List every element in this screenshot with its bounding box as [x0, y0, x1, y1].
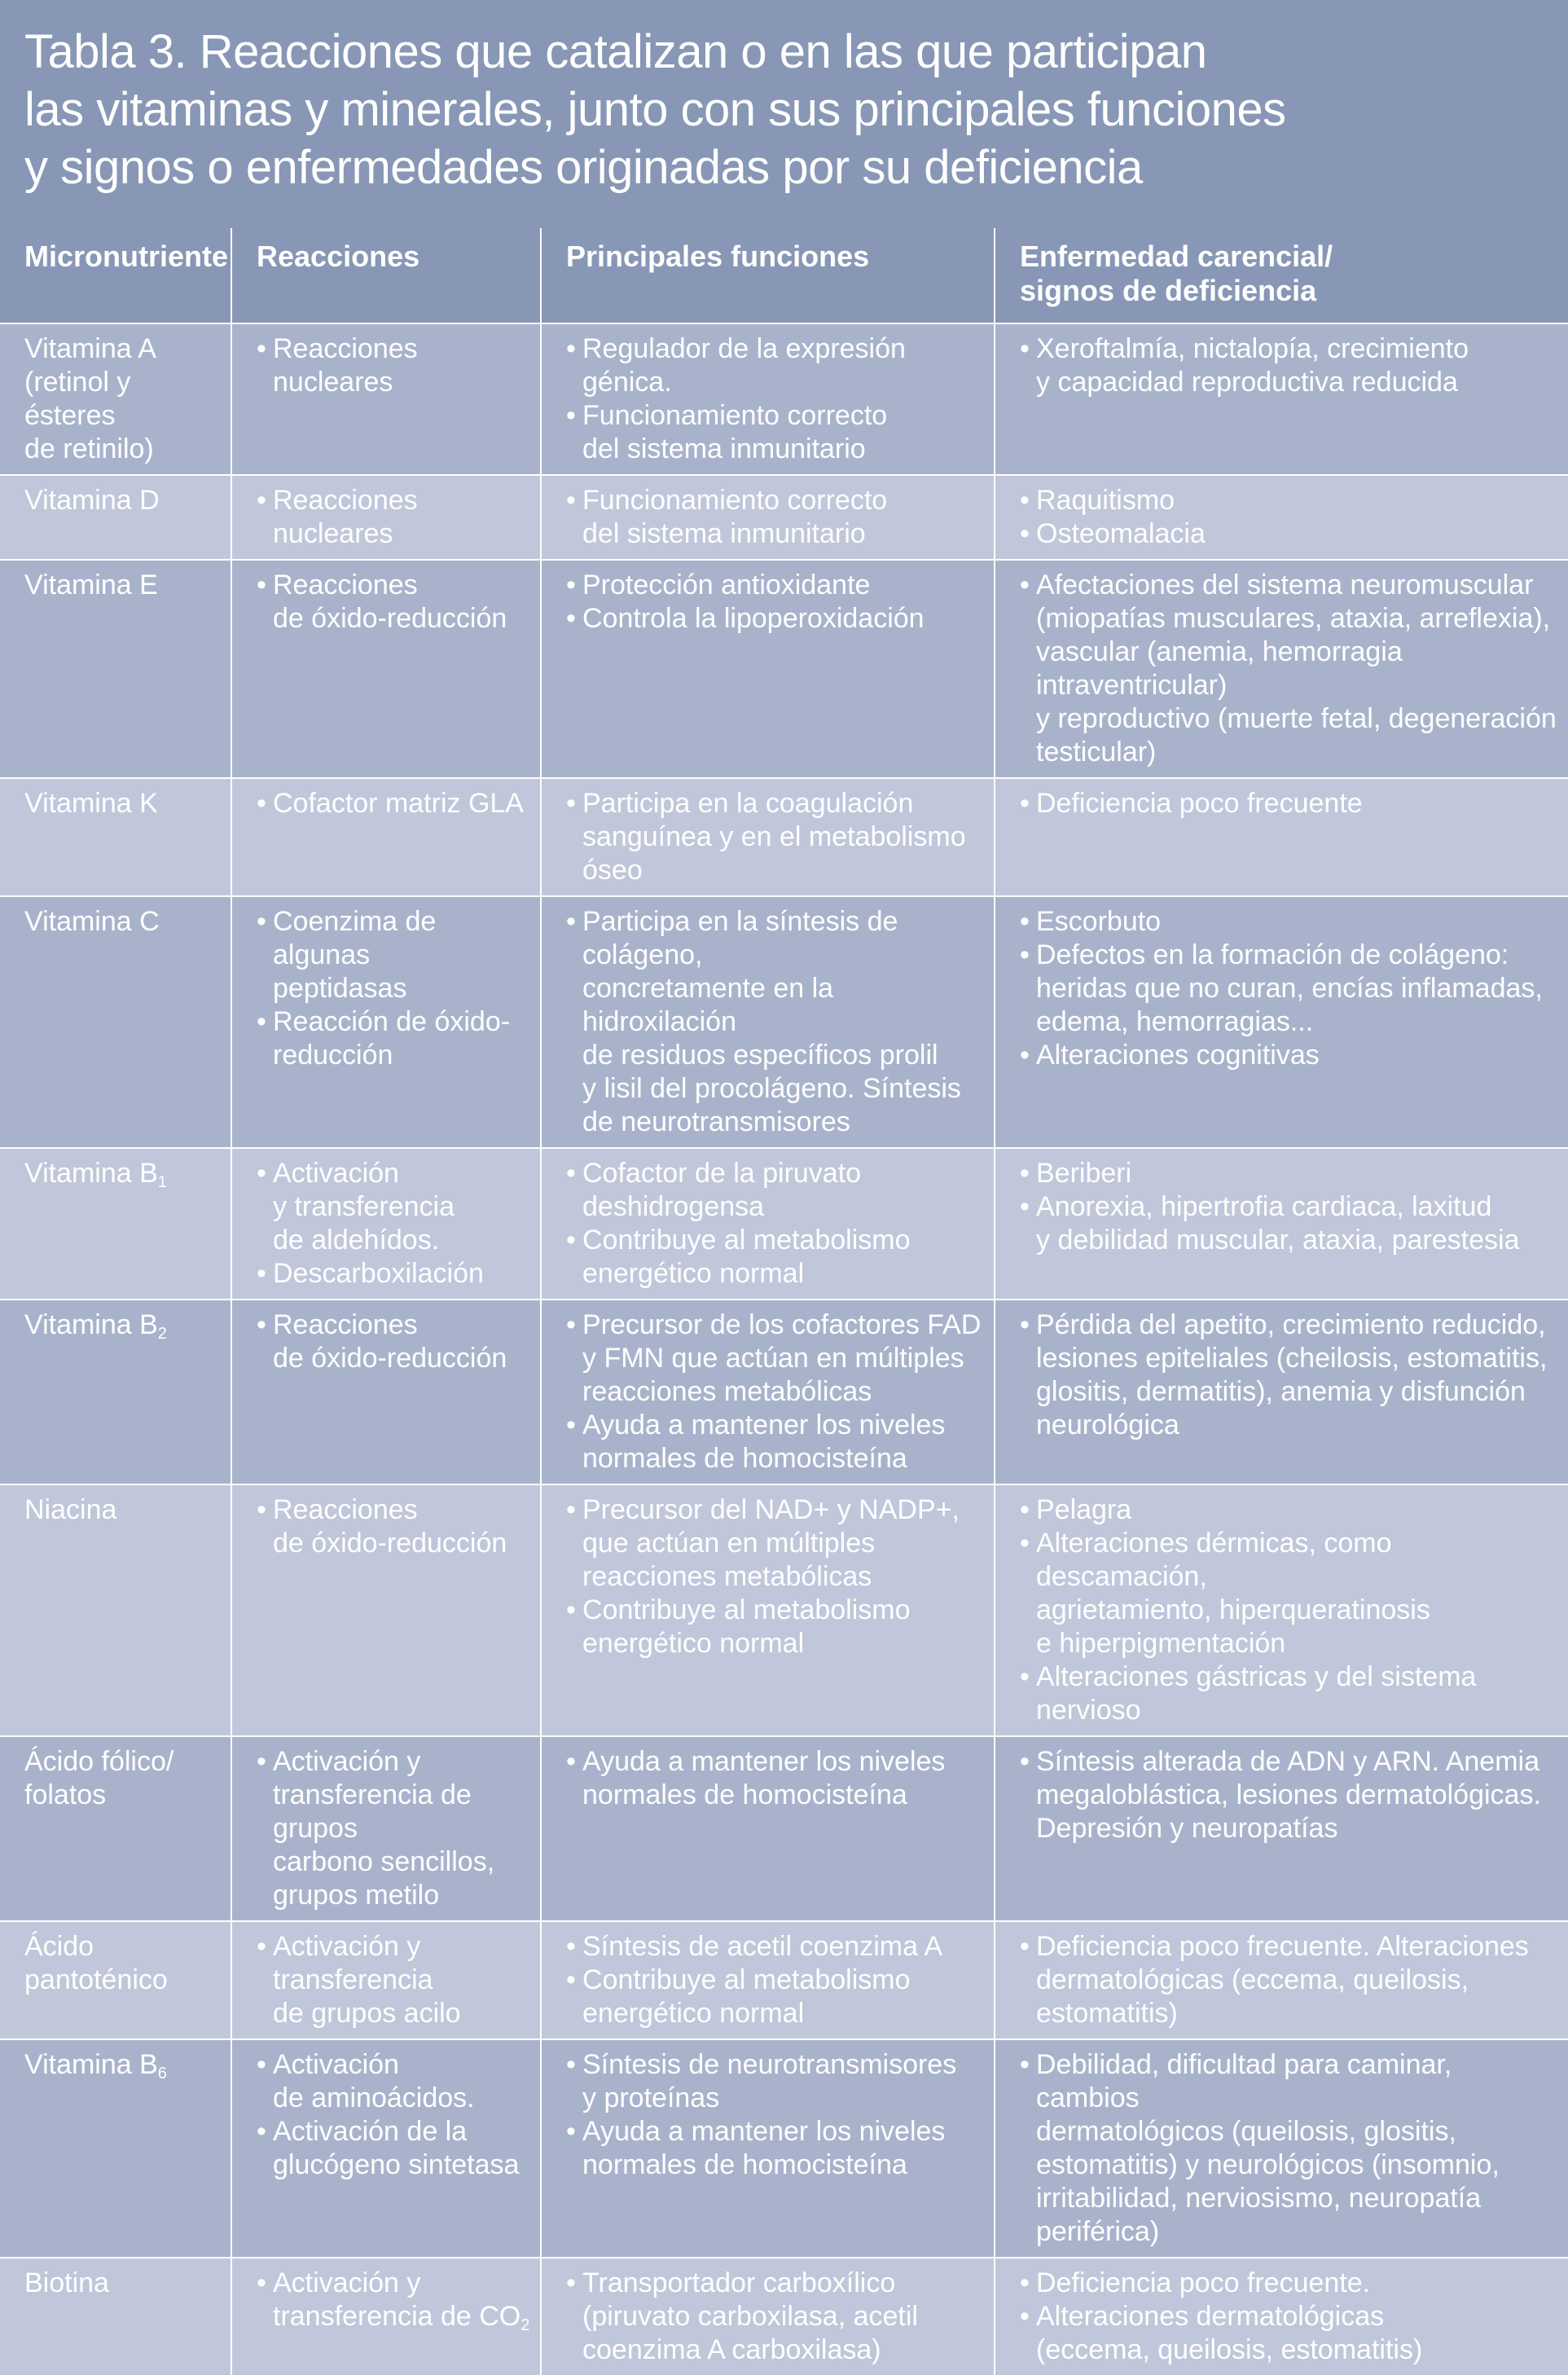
cell-reacciones	[231, 560, 541, 778]
reaccion-list	[257, 1930, 530, 2030]
reaccion-item	[257, 1308, 530, 1375]
funcion-line: del sistema inmunitario	[582, 518, 866, 549]
subscript: 6	[157, 2065, 167, 2083]
reaccion-line: de óxido-reducción	[273, 1528, 507, 1559]
deficiencia-line: estomatitis) y neurológicos (insomnio,	[1036, 2149, 1500, 2180]
cell-deficiencia	[995, 1921, 1568, 2039]
reaccion-item	[257, 1005, 530, 1072]
cell-micronutriente	[0, 2258, 231, 2375]
reaccion-line: y transferencia	[273, 1191, 455, 1222]
deficiencia-line: glositis, dermatitis), anemia y disfunción	[1036, 1376, 1526, 1407]
cell-reacciones	[231, 2039, 541, 2258]
deficiencia-list	[1020, 1745, 1558, 1845]
title-line: y signos o enfermedades originadas por su deficiencia	[24, 141, 1143, 194]
table-row	[0, 1484, 1568, 1736]
cell-micronutriente	[0, 1736, 231, 1921]
funcion-list	[566, 1930, 984, 2030]
reaccion-line: transferencia de grupos	[273, 1779, 472, 1844]
cell-micronutriente	[0, 1484, 231, 1736]
micronutriente-line: Vitamina $B_1$	[24, 1158, 167, 1191]
funcion-item	[566, 1409, 984, 1476]
deficiencia-line: vascular (anemia, hemorragia intraventricular)	[1036, 636, 1403, 701]
deficiencia-line: y debilidad muscular, ataxia, parestesia	[1036, 1225, 1520, 1256]
micronutriente-line: Vitamina E	[24, 570, 158, 600]
reaccion-item	[257, 1745, 530, 1912]
deficiencia-line: y reproductivo (muerte fetal, degeneración	[1036, 703, 1557, 734]
table-row	[0, 1300, 1568, 1484]
deficiencia-line: • Raquitismo	[1036, 485, 1175, 516]
cell-funciones	[541, 2039, 995, 2258]
funcion-item	[566, 1224, 984, 1291]
deficiencia-list	[1020, 1930, 1558, 2030]
funcion-line: normales de homocisteína	[582, 1779, 907, 1810]
cell-reacciones	[231, 1921, 541, 2039]
reaccion-item	[257, 1257, 530, 1291]
cell-micronutriente	[0, 896, 231, 1148]
table-row	[0, 1921, 1568, 2039]
deficiencia-line: • Deficiencia poco frecuente.	[1036, 2267, 1371, 2298]
deficiencia-line: periférica)	[1036, 2216, 1160, 2247]
micronutriente-line: Vitamina $B_6$	[24, 2049, 167, 2083]
table-row	[0, 778, 1568, 896]
deficiencia-item	[1020, 2300, 1558, 2367]
deficiencia-item	[1020, 905, 1558, 939]
funcion-line: • Precursor de los cofactores FAD	[582, 1309, 982, 1340]
micronutriente-line: pantoténico	[24, 1964, 168, 1995]
deficiencia-line: lesiones epiteliales (cheilosis, estomatitis,	[1036, 1343, 1548, 1374]
deficiencia-line: megaloblástica, lesiones dermatológicas.	[1036, 1779, 1541, 1810]
funcion-list	[566, 332, 984, 466]
cell-deficiencia	[995, 1484, 1568, 1736]
cell-deficiencia	[995, 1148, 1568, 1300]
deficiencia-item	[1020, 2048, 1558, 2249]
table-row	[0, 475, 1568, 560]
funcion-line: • Ayuda a mantener los niveles	[582, 2116, 946, 2147]
reaccion-line: • Reacciones	[273, 1494, 418, 1525]
funcion-line: de residuos específicos prolil	[582, 1040, 938, 1071]
reaccion-list	[257, 905, 530, 1072]
funcion-line: normales de homocisteína	[582, 2149, 907, 2180]
deficiencia-line: • Alteraciones dérmicas, como descamación,	[1036, 1528, 1392, 1592]
funcion-line: normales de homocisteína	[582, 1443, 907, 1474]
funcion-line: energético normal	[582, 1628, 805, 1659]
header-enfermedad	[995, 228, 1568, 323]
deficiencia-line: • Defectos en la formación de colágeno:	[1036, 939, 1509, 970]
deficiencia-line: • Deficiencia poco frecuente. Alteraciones	[1036, 1931, 1529, 1962]
cell-micronutriente	[0, 1300, 231, 1484]
cell-reacciones	[231, 2258, 541, 2375]
funcion-line: energético normal	[582, 1998, 805, 2029]
deficiencia-line: estomatitis)	[1036, 1998, 1178, 2029]
reaccion-item	[257, 484, 530, 551]
deficiencia-line: • Pelagra	[1036, 1494, 1132, 1525]
reaccion-line: • Coenzima de algunas	[273, 906, 437, 970]
nutrient-table	[0, 228, 1568, 2375]
cell-funciones	[541, 1921, 995, 2039]
reaccion-line: • Activación y	[273, 2267, 421, 2298]
deficiencia-list	[1020, 569, 1558, 769]
deficiencia-line: • Afectaciones del sistema neuromuscular	[1036, 570, 1534, 600]
cell-funciones	[541, 778, 995, 896]
reaccion-line: • Activación y	[273, 1931, 421, 1962]
table-row	[0, 896, 1568, 1148]
header-reacciones: Reacciones	[231, 228, 541, 323]
funcion-list	[566, 2048, 984, 2182]
funcion-item	[566, 569, 984, 602]
funcion-line: • Contribuye al metabolismo	[582, 1594, 911, 1625]
cell-deficiencia	[995, 1736, 1568, 1921]
deficiencia-line: testicular)	[1036, 737, 1157, 767]
cell-funciones	[541, 1148, 995, 1300]
reaccion-item	[257, 1930, 530, 2030]
funcion-line: • Cofactor de la piruvato	[582, 1158, 862, 1189]
funcion-line: reacciones metabólicas	[582, 1376, 872, 1407]
micronutriente-line: Vitamina $B_2$	[24, 1309, 167, 1343]
reaccion-list	[257, 1308, 530, 1375]
funcion-item	[566, 1745, 984, 1812]
funcion-line: de neurotransmisores	[582, 1106, 850, 1137]
funcion-line: • Síntesis de acetil coenzima A	[582, 1931, 943, 1962]
table-row	[0, 1736, 1568, 1921]
reaccion-list	[257, 1745, 530, 1912]
deficiencia-list	[1020, 1493, 1558, 1727]
funcion-item	[566, 1930, 984, 1964]
funcion-line: • Contribuye al metabolismo	[582, 1225, 911, 1256]
deficiencia-line: dermatológicos (queilosis, glositis,	[1036, 2116, 1456, 2147]
cell-funciones	[541, 2258, 995, 2375]
deficiencia-item	[1020, 332, 1558, 399]
deficiencia-item	[1020, 1308, 1558, 1442]
funcion-line: sanguínea y en el metabolismo óseo	[582, 821, 966, 886]
reaccion-item	[257, 787, 530, 820]
funcion-item	[566, 2115, 984, 2182]
funcion-list	[566, 905, 984, 1139]
micronutriente-line: de retinilo)	[24, 433, 154, 464]
deficiencia-item	[1020, 517, 1558, 551]
reaccion-line: de óxido-reducción	[273, 1343, 507, 1374]
deficiencia-line: edema, hemorragias...	[1036, 1006, 1314, 1037]
funcion-item	[566, 2048, 984, 2115]
reaccion-item	[257, 1157, 530, 1257]
funcion-list	[566, 1308, 984, 1476]
deficiencia-line: irritabilidad, nerviosismo, neuropatía	[1036, 2183, 1482, 2214]
deficiencia-item	[1020, 569, 1558, 769]
cell-micronutriente	[0, 475, 231, 560]
cell-deficiencia	[995, 560, 1568, 778]
header-funciones: Principales funciones	[541, 228, 995, 323]
deficiencia-item	[1020, 1493, 1558, 1527]
reaccion-line: de aminoácidos.	[273, 2083, 475, 2113]
funcion-list	[566, 1157, 984, 1291]
deficiencia-list	[1020, 1157, 1558, 1257]
funcion-line: • Transportador carboxílico	[582, 2267, 896, 2298]
deficiencia-line: y capacidad reproductiva reducida	[1036, 367, 1458, 398]
funcion-line: • Síntesis de neurotransmisores	[582, 2049, 957, 2080]
reaccion-list	[257, 2048, 530, 2182]
funcion-list	[566, 2267, 984, 2367]
micronutriente-line: Ácido fólico/	[24, 1746, 174, 1777]
reaccion-item	[257, 2048, 530, 2115]
micronutriente-line: Ácido	[24, 1931, 94, 1962]
funcion-item	[566, 602, 984, 636]
header-micronutriente: Micronutriente	[0, 228, 231, 323]
funcion-item	[566, 332, 984, 399]
deficiencia-line: Depresión y neuropatías	[1036, 1813, 1338, 1844]
deficiencia-line: agrietamiento, hiperqueratinosis	[1036, 1594, 1430, 1625]
cell-deficiencia	[995, 1300, 1568, 1484]
reaccion-line: peptidasas	[273, 973, 407, 1004]
funcion-list	[566, 1493, 984, 1660]
reaccion-list	[257, 569, 530, 636]
reaccion-list	[257, 2267, 530, 2333]
funcion-list	[566, 787, 984, 887]
reaccion-list	[257, 787, 530, 820]
subscript: 1	[157, 1173, 167, 1191]
cell-deficiencia	[995, 323, 1568, 475]
reaccion-line: de grupos acilo	[273, 1998, 461, 2029]
micronutriente-line: Biotina	[24, 2267, 109, 2298]
funcion-item	[566, 399, 984, 466]
funcion-line: • Funcionamiento correcto	[582, 400, 888, 431]
funcion-line: deshidrogensa	[582, 1191, 765, 1222]
deficiencia-line: neurológica	[1036, 1410, 1179, 1440]
table-row	[0, 323, 1568, 475]
funcion-item	[566, 787, 984, 887]
deficiencia-item	[1020, 939, 1558, 1039]
funcion-item	[566, 1493, 984, 1594]
table-row	[0, 2258, 1568, 2375]
deficiencia-line: • Alteraciones dermatológicas	[1036, 2301, 1385, 2332]
funcion-item	[566, 1594, 984, 1660]
cell-funciones	[541, 323, 995, 475]
funcion-list	[566, 569, 984, 636]
deficiencia-line: • Escorbuto	[1036, 906, 1162, 937]
reaccion-line: • Reacciones	[273, 570, 418, 600]
cell-reacciones	[231, 896, 541, 1148]
deficiencia-line: (eccema, queilosis, estomatitis)	[1036, 2334, 1423, 2365]
reaccion-list	[257, 1493, 530, 1560]
reaccion-line: • Reacciones nucleares	[273, 333, 418, 398]
funcion-line: • Contribuye al metabolismo	[582, 1964, 911, 1995]
table-title	[0, 0, 1568, 228]
cell-deficiencia	[995, 475, 1568, 560]
title-line: Tabla 3. Reacciones que catalizan o en las que participan	[24, 25, 1207, 78]
deficiencia-list	[1020, 787, 1558, 820]
deficiencia-line: • Beriberi	[1036, 1158, 1132, 1189]
cell-micronutriente	[0, 778, 231, 896]
funcion-line: (piruvato carboxilasa, acetil	[582, 2301, 918, 2332]
deficiencia-line: dermatológicas (eccema, queilosis,	[1036, 1964, 1469, 1995]
deficiencia-line: • Pérdida del apetito, crecimiento reducido,	[1036, 1309, 1546, 1340]
header-line: signos de deficiencia	[1020, 274, 1317, 307]
cell-funciones	[541, 1300, 995, 1484]
reaccion-line: • Activación y	[273, 1746, 421, 1777]
micronutriente-line: Vitamina K	[24, 788, 158, 819]
reaccion-line: transferencia de $CO_2$	[273, 2301, 530, 2334]
reaccion-line: carbono sencillos,	[273, 1846, 495, 1877]
cell-micronutriente	[0, 2039, 231, 2258]
funcion-line: del sistema inmunitario	[582, 433, 866, 464]
funcion-line: coenzima A carboxilasa)	[582, 2334, 881, 2365]
deficiencia-list	[1020, 332, 1558, 399]
funcion-line: y lisil del procolágeno. Síntesis	[582, 1073, 961, 1104]
funcion-line: y FMN que actúan en múltiples	[582, 1343, 964, 1374]
deficiencia-list	[1020, 2048, 1558, 2249]
reaccion-line: de óxido-reducción	[273, 603, 507, 634]
reaccion-item	[257, 332, 530, 399]
deficiencia-item	[1020, 1039, 1558, 1072]
deficiencia-item	[1020, 1660, 1558, 1727]
cell-reacciones	[231, 1736, 541, 1921]
cell-funciones	[541, 896, 995, 1148]
reaccion-list	[257, 484, 530, 551]
deficiencia-line: • Xeroftalmía, nictalopía, crecimiento	[1036, 333, 1469, 364]
funcion-line: • Precursor del NAD+ y NADP+,	[582, 1494, 960, 1525]
cell-micronutriente	[0, 323, 231, 475]
reaccion-item	[257, 905, 530, 1005]
micronutriente-line: Vitamina A	[24, 333, 156, 364]
deficiencia-item	[1020, 1527, 1558, 1660]
funcion-item	[566, 905, 984, 1139]
funcion-list	[566, 1745, 984, 1812]
cell-deficiencia	[995, 2039, 1568, 2258]
funcion-item	[566, 2267, 984, 2367]
funcion-line: • Ayuda a mantener los niveles	[582, 1410, 946, 1440]
funcion-line: • Ayuda a mantener los niveles	[582, 1746, 946, 1777]
deficiencia-line: e hiperpigmentación	[1036, 1628, 1286, 1659]
reaccion-line: • Activación de la	[273, 2116, 468, 2147]
cell-reacciones	[231, 1148, 541, 1300]
funcion-item	[566, 484, 984, 551]
table-row	[0, 1148, 1568, 1300]
cell-deficiencia	[995, 778, 1568, 896]
reaccion-item	[257, 2267, 530, 2333]
reaccion-line: • Reacción de óxido-	[273, 1006, 511, 1037]
reaccion-list	[257, 332, 530, 399]
cell-deficiencia	[995, 896, 1568, 1148]
funcion-list	[566, 484, 984, 551]
reaccion-line: glucógeno sintetasa	[273, 2149, 520, 2180]
subscript: 2	[520, 2316, 530, 2334]
reaccion-line: grupos metilo	[273, 1880, 440, 1911]
header-line: Enfermedad carencial/	[1020, 240, 1333, 273]
cell-reacciones	[231, 778, 541, 896]
cell-micronutriente	[0, 560, 231, 778]
subscript: 2	[157, 1325, 167, 1343]
reaccion-line: • Reacciones nucleares	[273, 485, 418, 549]
funcion-line: • Participa en la síntesis de colágeno,	[582, 906, 898, 970]
micronutriente-line: (retinol y ésteres	[24, 367, 131, 431]
deficiencia-item	[1020, 787, 1558, 820]
funcion-line: energético normal	[582, 1258, 805, 1289]
funcion-line: • Controla la lipoperoxidación	[582, 603, 925, 634]
reaccion-line: • Descarboxilación	[273, 1258, 484, 1289]
deficiencia-item	[1020, 1190, 1558, 1257]
funcion-line: reacciones metabólicas	[582, 1561, 872, 1592]
reaccion-line: transferencia	[273, 1964, 433, 1995]
deficiencia-line: • Alteraciones gástricas y del sistema nervioso	[1036, 1661, 1477, 1726]
cell-funciones	[541, 560, 995, 778]
deficiencia-list	[1020, 905, 1558, 1072]
table-body	[0, 323, 1568, 2375]
cell-reacciones	[231, 1300, 541, 1484]
micronutriente-line: Vitamina D	[24, 485, 160, 516]
deficiencia-line: • Osteomalacia	[1036, 518, 1206, 549]
deficiencia-list	[1020, 1308, 1558, 1442]
reaccion-item	[257, 569, 530, 636]
deficiencia-list	[1020, 484, 1558, 551]
deficiencia-line: • Debilidad, dificultad para caminar, cambios	[1036, 2049, 1452, 2113]
deficiencia-list	[1020, 2267, 1558, 2367]
deficiencia-line: • Deficiencia poco frecuente	[1036, 788, 1363, 819]
funcion-item	[566, 1157, 984, 1224]
deficiencia-line: • Alteraciones cognitivas	[1036, 1040, 1320, 1071]
deficiencia-line: • Síntesis alterada de ADN y ARN. Anemia	[1036, 1746, 1539, 1777]
funcion-line: • Funcionamiento correcto	[582, 485, 888, 516]
cell-micronutriente	[0, 1148, 231, 1300]
funcion-line: • Regulador de la expresión génica.	[582, 333, 906, 398]
deficiencia-line: heridas que no curan, encías inflamadas,	[1036, 973, 1543, 1004]
funcion-line: • Participa en la coagulación	[582, 788, 914, 819]
cell-funciones	[541, 475, 995, 560]
deficiencia-item	[1020, 1745, 1558, 1845]
micronutriente-line: Vitamina C	[24, 906, 160, 937]
title-line: las vitaminas y minerales, junto con sus principales funciones	[24, 83, 1286, 136]
funcion-line: y proteínas	[582, 2083, 720, 2113]
reaccion-item	[257, 2115, 530, 2182]
micronutriente-line: Niacina	[24, 1494, 117, 1525]
cell-micronutriente	[0, 1921, 231, 2039]
micronutriente-line: folatos	[24, 1779, 107, 1810]
cell-reacciones	[231, 323, 541, 475]
header-row	[0, 228, 1568, 323]
deficiencia-item	[1020, 2267, 1558, 2300]
funcion-item	[566, 1964, 984, 2030]
cell-reacciones	[231, 475, 541, 560]
table-row	[0, 560, 1568, 778]
deficiencia-item	[1020, 1157, 1558, 1190]
cell-reacciones	[231, 1484, 541, 1736]
funcion-line: concretamente en la hidroxilación	[582, 973, 834, 1037]
funcion-line: • Protección antioxidante	[582, 570, 871, 600]
reaccion-item	[257, 1493, 530, 1560]
reaccion-line: reducción	[273, 1040, 393, 1071]
deficiencia-item	[1020, 484, 1558, 517]
deficiencia-line: • Anorexia, hipertrofia cardiaca, laxitud	[1036, 1191, 1492, 1222]
table-row	[0, 2039, 1568, 2258]
reaccion-line: • Cofactor matriz GLA	[273, 788, 524, 819]
funcion-item	[566, 1308, 984, 1409]
reaccion-line: de aldehídos.	[273, 1225, 440, 1256]
cell-funciones	[541, 1736, 995, 1921]
funcion-line: que actúan en múltiples	[582, 1528, 876, 1559]
cell-funciones	[541, 1484, 995, 1736]
reaccion-line: • Activación	[273, 2049, 399, 2080]
reaccion-list	[257, 1157, 530, 1291]
cell-deficiencia	[995, 2258, 1568, 2375]
reaccion-line: • Reacciones	[273, 1309, 418, 1340]
deficiencia-line: (miopatías musculares, ataxia, arreflexia),	[1036, 603, 1551, 634]
reaccion-line: • Activación	[273, 1158, 399, 1189]
deficiencia-item	[1020, 1930, 1558, 2030]
